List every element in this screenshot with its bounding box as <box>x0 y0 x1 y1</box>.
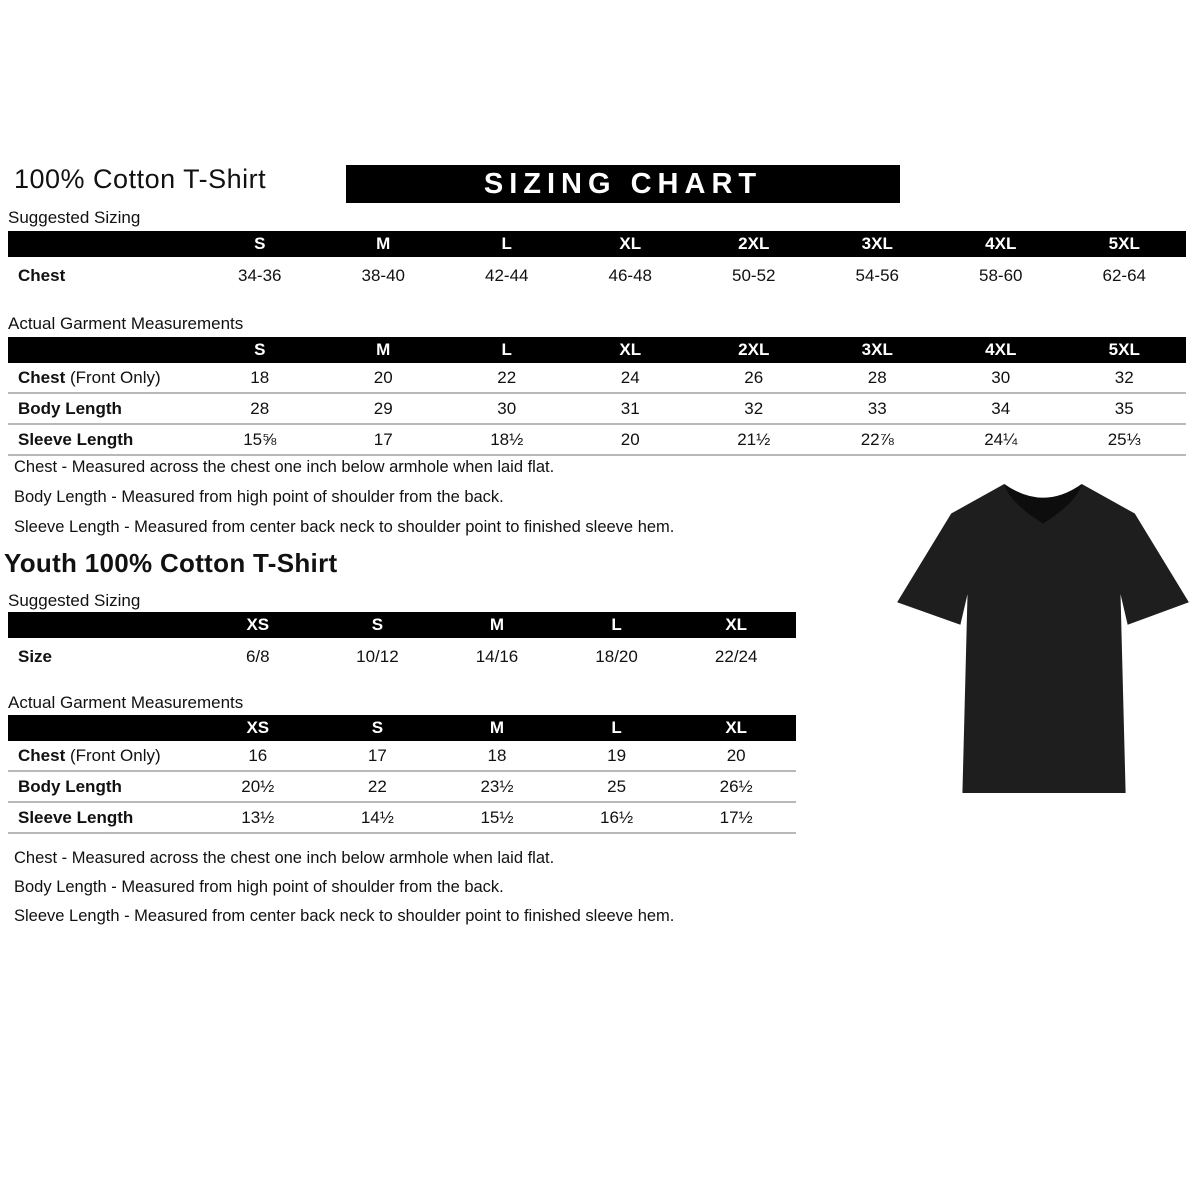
table-row <box>8 424 1186 455</box>
table-cell: 22⅞ <box>816 424 940 455</box>
column-header: 5XL <box>1063 337 1187 363</box>
table-cell: 17 <box>318 741 438 771</box>
table-row <box>8 638 796 674</box>
table-cell: 28 <box>816 363 940 393</box>
table-cell: 62-64 <box>1102 266 1146 285</box>
column-header: S <box>318 612 438 638</box>
table-cell: 15⅝ <box>198 424 322 455</box>
table-cell: 16½ <box>557 802 677 833</box>
column-header: XL <box>676 715 796 741</box>
column-header: S <box>198 337 322 363</box>
tshirt-silhouette <box>897 484 1189 793</box>
table-cell: 30 <box>445 393 569 424</box>
table-cell: 28 <box>198 393 322 424</box>
section-label-suggested: Suggested Sizing <box>8 208 141 227</box>
column-header: S <box>198 231 322 257</box>
column-header: XL <box>676 612 796 638</box>
section-label-actual-youth: Actual Garment Measurements <box>8 693 244 712</box>
column-header: XS <box>198 715 318 741</box>
table-cell: 20 <box>322 363 446 393</box>
table-cell: 33 <box>816 393 940 424</box>
table-cell: 24 <box>569 363 693 393</box>
table-cell: 34 <box>939 393 1063 424</box>
table-cell: 15½ <box>437 802 557 833</box>
table-cell: 32 <box>1063 363 1187 393</box>
header-row <box>8 612 796 638</box>
table-cell: 14/16 <box>475 647 519 666</box>
table-row <box>8 257 1186 293</box>
row-label: Chest <box>18 266 66 285</box>
section-label-suggested-youth: Suggested Sizing <box>8 591 141 610</box>
section-label-actual: Actual Garment Measurements <box>8 314 244 333</box>
note-line: Body Length - Measured from high point of shoulder from the back. <box>14 878 504 896</box>
column-header: 2XL <box>692 231 816 257</box>
table-cell: 34-36 <box>238 266 282 285</box>
table-row <box>8 771 796 802</box>
youth-title: Youth 100% Cotton T-Shirt <box>4 548 338 578</box>
table-cell: 6/8 <box>245 647 270 666</box>
adult-actual-table <box>8 337 1186 456</box>
table-cell: 31 <box>569 393 693 424</box>
table-cell: 20½ <box>198 771 318 802</box>
table-cell: 18 <box>437 741 557 771</box>
column-header-blank <box>8 337 198 363</box>
table-cell: 18½ <box>445 424 569 455</box>
table-cell: 20 <box>569 424 693 455</box>
note-line: Sleeve Length - Measured from center back neck to shoulder point to finished sleeve hem. <box>14 518 675 536</box>
adult-suggested-table <box>8 231 1186 293</box>
column-header: 4XL <box>939 337 1063 363</box>
table-cell: 22/24 <box>714 647 758 666</box>
table-cell: 26½ <box>676 771 796 802</box>
column-header: M <box>322 231 446 257</box>
column-header: 4XL <box>939 231 1063 257</box>
note-line: Chest - Measured across the chest one inch below armhole when laid flat. <box>14 849 555 867</box>
column-header: 2XL <box>692 337 816 363</box>
table-cell: 58-60 <box>979 266 1023 285</box>
row-label: Sleeve Length <box>8 802 198 833</box>
table-row <box>8 393 1186 424</box>
table-row <box>8 741 796 771</box>
table-cell: 17½ <box>676 802 796 833</box>
row-label: Body Length <box>8 393 198 424</box>
table-cell: 24¼ <box>939 424 1063 455</box>
table-cell: 10/12 <box>356 647 399 666</box>
sizing-chart-banner: SIZING CHART <box>346 165 900 203</box>
table-cell: 29 <box>322 393 446 424</box>
table-row <box>8 363 1186 393</box>
row-label: Body Length <box>8 771 198 802</box>
table-cell: 26 <box>692 363 816 393</box>
row-label: Size <box>18 647 53 666</box>
column-header: XL <box>569 337 693 363</box>
column-header: 3XL <box>816 231 940 257</box>
table-cell: 30 <box>939 363 1063 393</box>
table-cell: 23½ <box>437 771 557 802</box>
column-header-blank <box>8 612 198 638</box>
table-cell: 35 <box>1063 393 1187 424</box>
table-cell: 42-44 <box>485 266 529 285</box>
column-header: 5XL <box>1063 231 1187 257</box>
table-cell: 32 <box>692 393 816 424</box>
table-cell: 25 <box>557 771 677 802</box>
column-header: L <box>445 337 569 363</box>
table-cell: 21½ <box>692 424 816 455</box>
note-line: Chest - Measured across the chest one inch below armhole when laid flat. <box>14 458 555 476</box>
column-header: XS <box>198 612 318 638</box>
column-header: S <box>318 715 438 741</box>
youth-notes <box>14 844 674 931</box>
table-cell: 14½ <box>318 802 438 833</box>
header-row <box>8 337 1186 363</box>
table-cell: 46-48 <box>608 266 652 285</box>
youth-actual-table <box>8 715 796 834</box>
row-label: Chest (Front Only) <box>8 741 198 771</box>
table-cell: 13½ <box>198 802 318 833</box>
tshirt-image <box>890 468 1196 810</box>
table-cell: 18 <box>198 363 322 393</box>
column-header: L <box>557 612 677 638</box>
column-header: M <box>322 337 446 363</box>
table-cell: 50-52 <box>732 266 776 285</box>
row-label: Chest (Front Only) <box>8 363 198 393</box>
column-header: 3XL <box>816 337 940 363</box>
column-header: M <box>437 612 557 638</box>
column-header: L <box>557 715 677 741</box>
table-cell: 38-40 <box>361 266 405 285</box>
note-line: Body Length - Measured from high point of shoulder from the back. <box>14 488 504 506</box>
note-line: Sleeve Length - Measured from center back neck to shoulder point to finished sleeve hem. <box>14 907 675 925</box>
table-cell: 22 <box>318 771 438 802</box>
adult-notes <box>14 452 674 542</box>
row-label: Sleeve Length <box>8 424 198 455</box>
table-cell: 20 <box>676 741 796 771</box>
table-cell: 18/20 <box>595 647 638 666</box>
table-cell: 17 <box>322 424 446 455</box>
table-cell: 16 <box>198 741 318 771</box>
table-cell: 54-56 <box>855 266 899 285</box>
page-title: 100% Cotton T-Shirt <box>14 164 267 194</box>
column-header: L <box>445 231 569 257</box>
table-cell: 19 <box>557 741 677 771</box>
header-row <box>8 231 1186 257</box>
column-header-blank <box>8 715 198 741</box>
header-row <box>8 715 796 741</box>
table-cell: 25⅓ <box>1063 424 1187 455</box>
column-header-blank <box>8 231 198 257</box>
column-header: XL <box>569 231 693 257</box>
column-header: M <box>437 715 557 741</box>
youth-suggested-table <box>8 612 796 674</box>
table-row <box>8 802 796 833</box>
table-cell: 22 <box>445 363 569 393</box>
